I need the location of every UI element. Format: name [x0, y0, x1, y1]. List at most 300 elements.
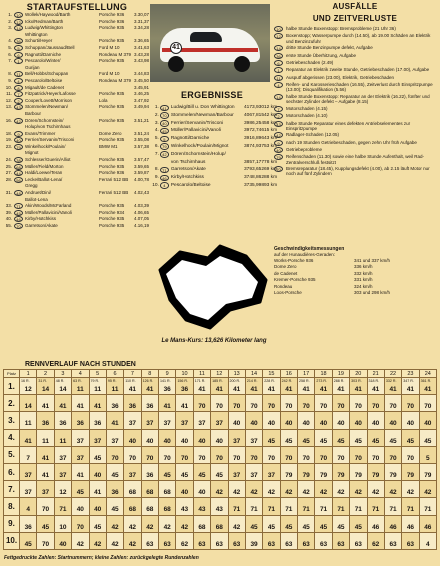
table-cell [106, 463, 123, 480]
retirement-row [274, 147, 436, 153]
table-cell [298, 498, 315, 515]
driver-names: Müller/Field/Morton [25, 163, 64, 169]
retirement-text: halbe Stunde Boxenstopp: Bremsprobleme (21 Uhr 36) [286, 26, 396, 31]
retirement-text: Motorschaden (4.15) [286, 105, 328, 111]
car-number: 41 [354, 386, 362, 393]
retirement-row [274, 121, 436, 131]
table-cell [159, 395, 176, 412]
lap-count [142, 447, 158, 454]
table-cell [332, 498, 349, 515]
grid-row [4, 78, 150, 85]
lap-count [90, 533, 106, 540]
table-cell [20, 515, 37, 532]
speed-value: 341 und 337 km/h [354, 257, 391, 263]
table-cell [193, 515, 210, 532]
table-cell [245, 395, 262, 412]
car-number-badge: 9 [274, 140, 283, 146]
car-number: 41 [372, 386, 380, 393]
car-number-badge: 14 [14, 25, 23, 31]
car-number: 70 [215, 454, 223, 462]
lap-count [55, 498, 71, 505]
hour-header: 9 [159, 370, 176, 378]
car-number: 70 [424, 403, 432, 411]
lap-count [281, 533, 297, 540]
grid-position: 6. [8, 51, 12, 57]
grid-row [4, 111, 150, 118]
car-number: 36 [111, 403, 119, 411]
grid-position: 55. [5, 223, 12, 228]
lap-count [72, 447, 88, 454]
lap-count [298, 395, 314, 402]
car-number: 45 [337, 437, 345, 445]
table-cell [159, 463, 176, 480]
lap-count: 332 R. [385, 379, 397, 383]
hour-header: 13 [228, 370, 245, 378]
table-cell [72, 532, 89, 549]
table-cell [124, 395, 141, 412]
retirement-text: Boxenstopp; Wasserpumpe durch (14.50), ab 19.00 Schäden an Elektrik und Benzinzufuhr [286, 33, 431, 44]
table-cell [245, 515, 262, 532]
car-number: 37 [41, 489, 50, 497]
table-cell [402, 532, 419, 549]
car-number: 68 [128, 489, 137, 497]
car-model [99, 32, 127, 39]
table-cell [350, 446, 367, 463]
driver-names: Gurijan [25, 64, 40, 70]
lap-count: 171 R. [194, 379, 206, 383]
car-number: 40 [354, 420, 362, 428]
table-cell [141, 481, 158, 498]
driver-names: Andruet/Dini/ [25, 190, 52, 196]
table-cell [263, 515, 280, 532]
car-number: 37 [146, 420, 154, 428]
distance: 3793,65269 km [244, 167, 278, 173]
lap-count [420, 430, 436, 437]
retirement-row [274, 132, 436, 138]
lap-count [420, 481, 436, 488]
car-number: 63 [198, 540, 206, 548]
car-number: 40 [267, 420, 276, 428]
driver-names: Holup/von Tschirnhaus [25, 124, 71, 130]
car-number: 71 [285, 506, 293, 514]
hour-header: 23 [402, 370, 419, 378]
table-cell [124, 498, 141, 515]
lap-count [229, 430, 245, 437]
car-number: 36 [146, 403, 154, 411]
car-number-badge: 41 [160, 105, 169, 112]
lap-count [176, 464, 192, 471]
car-number: 41 [41, 471, 50, 479]
car-number: 36 [111, 489, 119, 497]
driver-names: von Tschirnhaus [170, 159, 206, 165]
hour-header: 2 [37, 370, 54, 378]
car-number: 63 [146, 540, 154, 548]
driver-names: Ludwig/Bill u. Don Whittington [170, 105, 235, 110]
table-cell [89, 481, 106, 498]
lap-count [37, 395, 53, 402]
driver-names: Barbour [25, 110, 42, 116]
table-cell [176, 498, 193, 515]
result-row [150, 182, 278, 190]
retirement-row [274, 113, 436, 119]
car-number-badge: 2 [14, 98, 23, 104]
table-cell [315, 412, 332, 429]
lap-count [263, 412, 279, 419]
lap-count [55, 430, 71, 437]
car-model: Lola [99, 97, 108, 103]
table-cell [159, 412, 176, 429]
car-number: 37 [180, 420, 189, 428]
lap-count [298, 412, 314, 419]
car-number: 37 [233, 437, 241, 445]
car-number: 42 [337, 489, 345, 497]
grid-position: 12. [5, 97, 12, 103]
car-number: 79 [406, 471, 415, 479]
retirement-text: erste Stunde Überhitzung, Aufgabe [286, 52, 357, 58]
car-number: 62 [372, 540, 380, 548]
table-cell [350, 395, 367, 412]
lap-count: 318 R. [368, 379, 380, 383]
table-cell [37, 463, 54, 480]
lap-count: 126 R. [142, 379, 154, 383]
grid-position: 31. [5, 190, 12, 196]
table-cell [298, 481, 315, 498]
driver-names: Ferrier/Servanin/Trisconi [25, 137, 75, 143]
grid-row [4, 71, 150, 78]
lap-count [402, 395, 418, 402]
table-cell [159, 481, 176, 498]
table-row [4, 515, 437, 532]
car-number: 63 [337, 540, 345, 548]
car-number: 40 [424, 420, 432, 428]
driver-names: Schuppan/Jaussaud/Bell [25, 44, 75, 50]
lap-count: 16 R. [21, 379, 30, 383]
lap-count [420, 498, 436, 505]
lap-count [159, 481, 175, 488]
table-cell [228, 463, 245, 480]
grid-row [4, 91, 150, 98]
race-progress-table [3, 369, 437, 550]
table-cell [263, 498, 280, 515]
driver-names: Ragnotti/Darniche [25, 51, 62, 57]
lap-count [55, 447, 71, 454]
car-number: 68 [198, 523, 206, 531]
grid-position: 4. [8, 38, 12, 44]
table-cell [37, 429, 54, 446]
table-cell [20, 463, 37, 480]
driver-names: Ragnotti/Darniche [170, 136, 210, 142]
table-cell [263, 481, 280, 498]
car-number-badge: 46 [14, 216, 23, 222]
table-cell [384, 481, 401, 498]
lap-count [142, 412, 158, 419]
car-number-badge: 79 [274, 154, 283, 160]
car-number-badge: 43 [274, 121, 283, 127]
car-number: 79 [302, 471, 310, 479]
distance: 3972,74615 km [244, 128, 278, 134]
table-cell [332, 515, 349, 532]
car-number: 45 [111, 471, 119, 479]
lap-count [229, 516, 245, 523]
lap-count [402, 481, 418, 488]
lap-count [281, 447, 297, 454]
car-number-roundel: 41 [170, 42, 182, 54]
lap-count [420, 516, 436, 523]
table-cell [298, 395, 315, 412]
speed-car: Rondeau [274, 283, 293, 289]
car-number: 37 [59, 454, 67, 462]
car-number-badge: 71 [160, 167, 169, 174]
lap-count [368, 430, 384, 437]
lap-time: 4.02,43 [133, 190, 149, 196]
table-cell [350, 481, 367, 498]
lap-count [90, 430, 106, 437]
lap-count [368, 464, 384, 471]
car-number: 11 [111, 386, 119, 393]
grid-row [4, 45, 150, 52]
table-cell [350, 498, 367, 515]
lap-count [20, 498, 36, 505]
car-number-badge [14, 65, 23, 71]
lap-count [159, 464, 175, 471]
car-number: 11 [94, 386, 102, 393]
lap-count [281, 395, 297, 402]
car-number: 42 [94, 540, 102, 548]
retirement-row [274, 166, 436, 176]
grid-row [4, 150, 150, 157]
result-position: 3. [154, 120, 159, 126]
lap-count [90, 412, 106, 419]
hour-header: 19 [332, 370, 349, 378]
hour-header: 5 [89, 370, 106, 378]
car-number: 39 [250, 540, 258, 548]
table-cell [141, 446, 158, 463]
car-number: 42 [424, 489, 432, 497]
lap-count [142, 533, 158, 540]
lap-count [333, 533, 349, 540]
table-cell [124, 446, 141, 463]
lap-time [127, 124, 149, 131]
car-model: Porsche 935 [99, 117, 125, 123]
car-number-badge: 14 [274, 94, 283, 100]
car-number: 37 [233, 471, 241, 479]
lap-count [281, 516, 297, 523]
car-number: 45 [94, 523, 102, 531]
table-cell [211, 481, 228, 498]
lap-count [124, 412, 140, 419]
car-number: 70 [372, 454, 380, 462]
lap-count [298, 516, 314, 523]
lap-count [350, 481, 366, 488]
lap-time: 3.46,25 [133, 91, 149, 97]
lap-count [20, 447, 36, 454]
table-cell [367, 412, 384, 429]
lap-count: 110 R. [125, 379, 136, 383]
lap-count: 303 R. [351, 379, 362, 383]
lap-count [263, 516, 279, 523]
hour-header: 4 [72, 370, 89, 378]
lap-count [385, 430, 401, 437]
car-number: 14 [24, 403, 32, 411]
lap-count [90, 447, 106, 454]
car-number-badge: 71 [14, 203, 23, 209]
driver-names: Ferrier/Servanin/Trisconi [170, 120, 224, 126]
lap-count [211, 447, 227, 454]
car-model: Porsche 935 [99, 104, 125, 110]
car-number: 70 [250, 403, 258, 411]
results-section [150, 90, 278, 240]
car-number: 41 [146, 386, 154, 393]
table-cell [89, 446, 106, 463]
lap-count [55, 395, 71, 402]
grid-position [4, 124, 14, 131]
table-cell [332, 412, 349, 429]
table-cell [402, 395, 419, 412]
table-cell [89, 515, 106, 532]
car-number-badge: 4 [160, 182, 169, 189]
car-number: 37 [128, 420, 137, 428]
lap-count [246, 447, 262, 454]
table-cell [263, 532, 280, 549]
lap-count [176, 481, 192, 488]
car-number: 37 [163, 420, 171, 428]
lap-count [402, 430, 418, 437]
car-number-badge: 12 [274, 33, 283, 39]
driver-names: Whittington [25, 31, 48, 37]
table-cell [72, 429, 89, 446]
table-cell [315, 515, 332, 532]
lap-count: 242 R. [281, 379, 293, 383]
car-number: 71 [233, 506, 241, 514]
place-label: 6. [4, 463, 20, 480]
car-number: 70 [111, 454, 119, 462]
car-number: 70 [354, 403, 362, 411]
car-number: 43 [180, 506, 189, 514]
lap-time: 3.57,47 [133, 157, 149, 163]
car-model [99, 197, 127, 204]
lap-count [350, 395, 366, 402]
car-number: 36 [24, 523, 32, 531]
lap-count [20, 516, 36, 523]
car-model: Ford M 10 [99, 71, 120, 77]
table-cell [367, 515, 384, 532]
grid-row [4, 157, 150, 164]
result-position: 1. [154, 105, 159, 110]
lap-count [194, 498, 210, 505]
lap-count [402, 533, 418, 540]
car-number: 43 [215, 506, 223, 514]
grid-position [4, 183, 14, 190]
car-number: 68 [146, 506, 154, 514]
table-cell [89, 532, 106, 549]
table-cell [106, 395, 123, 412]
lap-count [315, 447, 331, 454]
speed-car: Kremer-Porsche 935 [274, 277, 316, 283]
car-number-badge [14, 32, 23, 38]
lap-count [263, 464, 279, 471]
car-number: 41 [215, 386, 223, 393]
grid-row [4, 124, 150, 131]
lap-count [194, 481, 210, 488]
car-number: 70 [267, 403, 276, 411]
lap-count [107, 412, 123, 419]
place-label: 3. [4, 412, 20, 429]
lap-count [72, 430, 88, 437]
table-cell [332, 395, 349, 412]
table-cell [176, 412, 193, 429]
starting-grid-title: STARTAUFSTELLUNG [26, 2, 128, 12]
car-number: 41 [233, 386, 241, 393]
car-model [99, 183, 127, 190]
lap-count [194, 430, 210, 437]
distance: 3857,17778 km [244, 159, 278, 165]
car-number: 46 [424, 523, 432, 531]
lap-count [124, 498, 140, 505]
car-number: 45 [319, 523, 328, 531]
lap-count [315, 516, 331, 523]
result-position: 8. [154, 167, 159, 173]
lap-count [37, 412, 53, 419]
table-cell [298, 412, 315, 429]
car-number: 63 [319, 540, 328, 548]
lap-count [315, 430, 331, 437]
table-cell [315, 481, 332, 498]
car-number: 40 [372, 420, 380, 428]
car-number: 42 [111, 540, 119, 548]
lap-count [402, 447, 418, 454]
car-number-badge: 79 [14, 144, 23, 150]
table-cell [384, 463, 401, 480]
lap-count [37, 481, 53, 488]
table-cell [193, 446, 210, 463]
grid-row [4, 183, 150, 190]
car-number: 10 [59, 523, 67, 531]
table-cell [332, 378, 349, 395]
table-cell [193, 395, 210, 412]
table-cell [402, 429, 419, 446]
car-number: 45 [41, 523, 50, 531]
lap-count [350, 498, 366, 505]
grid-row [4, 216, 150, 223]
car-number: 37 [250, 437, 258, 445]
car-number: 41 [180, 403, 189, 411]
table-cell [332, 446, 349, 463]
retirement-row [274, 140, 436, 146]
table-cell [37, 395, 54, 412]
table-cell [402, 446, 419, 463]
car-number-badge: 38 [14, 157, 23, 163]
lap-count [368, 395, 384, 402]
table-cell [159, 498, 176, 515]
car-number: 79 [389, 471, 397, 479]
lap-time: 3.59,65 [133, 163, 149, 169]
lap-count [229, 498, 245, 505]
table-cell [159, 378, 176, 395]
table-cell [211, 498, 228, 515]
car-number: 70 [337, 403, 345, 411]
car-number: 45 [215, 471, 223, 479]
table-cell [245, 481, 262, 498]
car-number: 42 [267, 489, 276, 497]
car-number: 70 [372, 403, 380, 411]
lap-time: 3.51,21 [133, 117, 149, 123]
grid-row [4, 203, 150, 210]
lap-count [107, 447, 123, 454]
car-number-badge: 40 [160, 120, 169, 127]
retirement-text: Radlager-Schaden (12.05) [286, 132, 340, 138]
retirement-row [274, 82, 436, 92]
car-number: 40 [406, 420, 415, 428]
